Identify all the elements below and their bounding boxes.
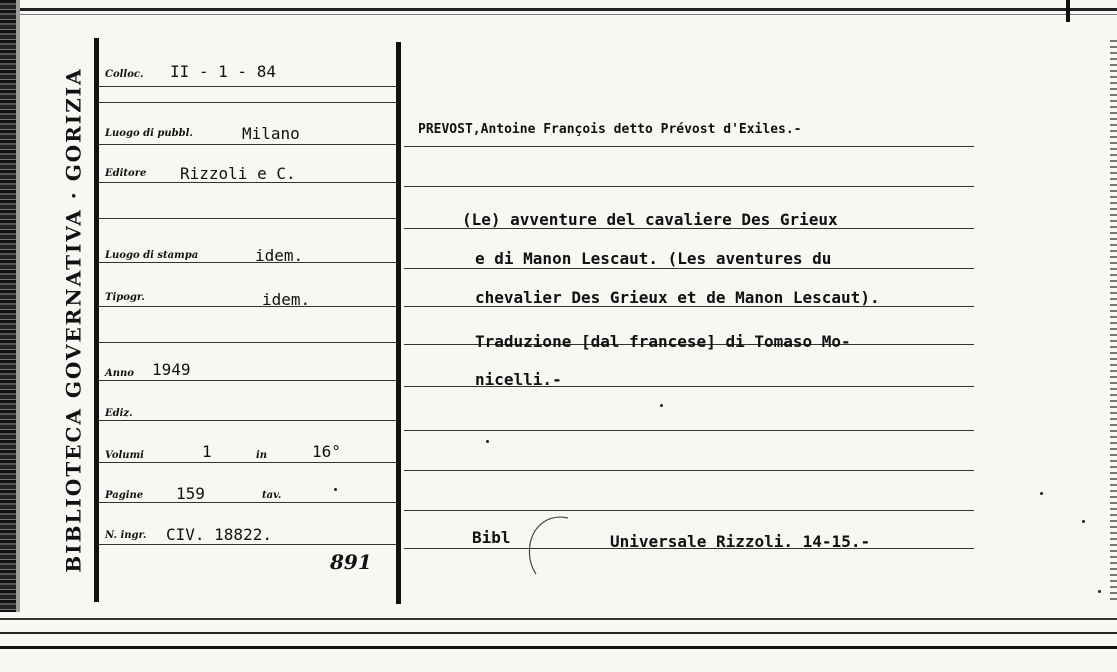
title-line: chevalier Des Grieux et de Manon Lescaut).	[475, 288, 880, 307]
tav-label: tav.	[262, 490, 282, 501]
speck	[334, 488, 337, 491]
pagine-label: Pagine	[105, 490, 144, 501]
ediz-label: Ediz.	[105, 408, 133, 419]
series-statement: Universale Rizzoli. 14-15.-	[610, 532, 871, 551]
scan-edge-left-shadow	[16, 0, 20, 672]
library-stamp	[56, 67, 92, 573]
rule-line	[99, 420, 396, 421]
colloc-value: II - 1 - 84	[170, 62, 276, 81]
rule-line	[404, 268, 974, 269]
card-bottom-border	[0, 612, 1117, 672]
tipogr-value: idem.	[262, 290, 311, 309]
rule-line	[99, 102, 396, 103]
title-line: e di Manon Lescaut. (Les aventures du	[475, 249, 832, 268]
rule-line	[99, 218, 396, 219]
rule-line	[99, 462, 396, 463]
luogo-pubbl-value: Milano	[242, 124, 300, 143]
formato-value: 16°	[312, 442, 341, 461]
luogo-stampa-label: Luogo di stampa	[105, 250, 199, 261]
rule-line	[404, 430, 974, 431]
rule-line	[99, 86, 396, 87]
rule-line	[99, 380, 396, 381]
editore-value: Rizzoli e C.	[180, 164, 296, 183]
scan-edge-left	[0, 0, 16, 672]
title-line: (Le) avventure del cavaliere Des Grieux	[462, 210, 838, 229]
rule-line	[99, 342, 396, 343]
speck	[1040, 492, 1043, 495]
handwritten-number: 891	[330, 550, 372, 574]
rule-line	[99, 306, 396, 307]
library-name: BIBLIOTECA GOVERNATIVA · GORIZIA	[62, 67, 87, 573]
in-label: in	[256, 450, 268, 461]
volumi-label: Volumi	[105, 450, 144, 461]
pen-mark	[520, 510, 580, 580]
anno-value: 1949	[152, 360, 191, 379]
card-top-border-inner	[20, 14, 1117, 15]
luogo-stampa-value: idem.	[255, 246, 304, 265]
title-line: Traduzione [dal francese] di Tomaso Mo-	[475, 332, 851, 351]
left-column-rule	[94, 38, 99, 602]
scan-edge-right	[1110, 40, 1117, 600]
rule-line	[404, 186, 974, 187]
n-ingr-label: N. ingr.	[105, 530, 147, 541]
rule-line	[99, 544, 396, 545]
luogo-pubbl-label: Luogo di pubbl.	[105, 128, 193, 139]
series-prefix: Bibl	[472, 528, 511, 547]
rule-line	[99, 502, 396, 503]
speck	[1082, 520, 1085, 523]
author-heading: PREVOST,Antoine François detto Prévost d'Exiles.-	[418, 122, 802, 137]
volumi-value: 1	[202, 442, 212, 461]
speck	[660, 404, 663, 407]
anno-label: Anno	[105, 368, 134, 379]
middle-column-rule	[396, 42, 401, 604]
pagine-value: 159	[176, 484, 205, 503]
rule-line	[404, 146, 974, 147]
tipogr-label: Tipogr.	[105, 292, 145, 303]
speck	[486, 440, 489, 443]
rule-line	[99, 262, 396, 263]
title-line: nicelli.-	[475, 370, 562, 389]
n-ingr-value: CIV. 18822.	[166, 525, 272, 544]
colloc-label: Colloc.	[105, 69, 144, 80]
editore-label: Editore	[105, 168, 147, 179]
rule-line	[404, 510, 974, 511]
speck	[1098, 590, 1101, 593]
rule-line	[404, 470, 974, 471]
top-edge-mark	[1066, 0, 1070, 22]
card-top-border	[20, 8, 1117, 11]
rule-line	[99, 144, 396, 145]
